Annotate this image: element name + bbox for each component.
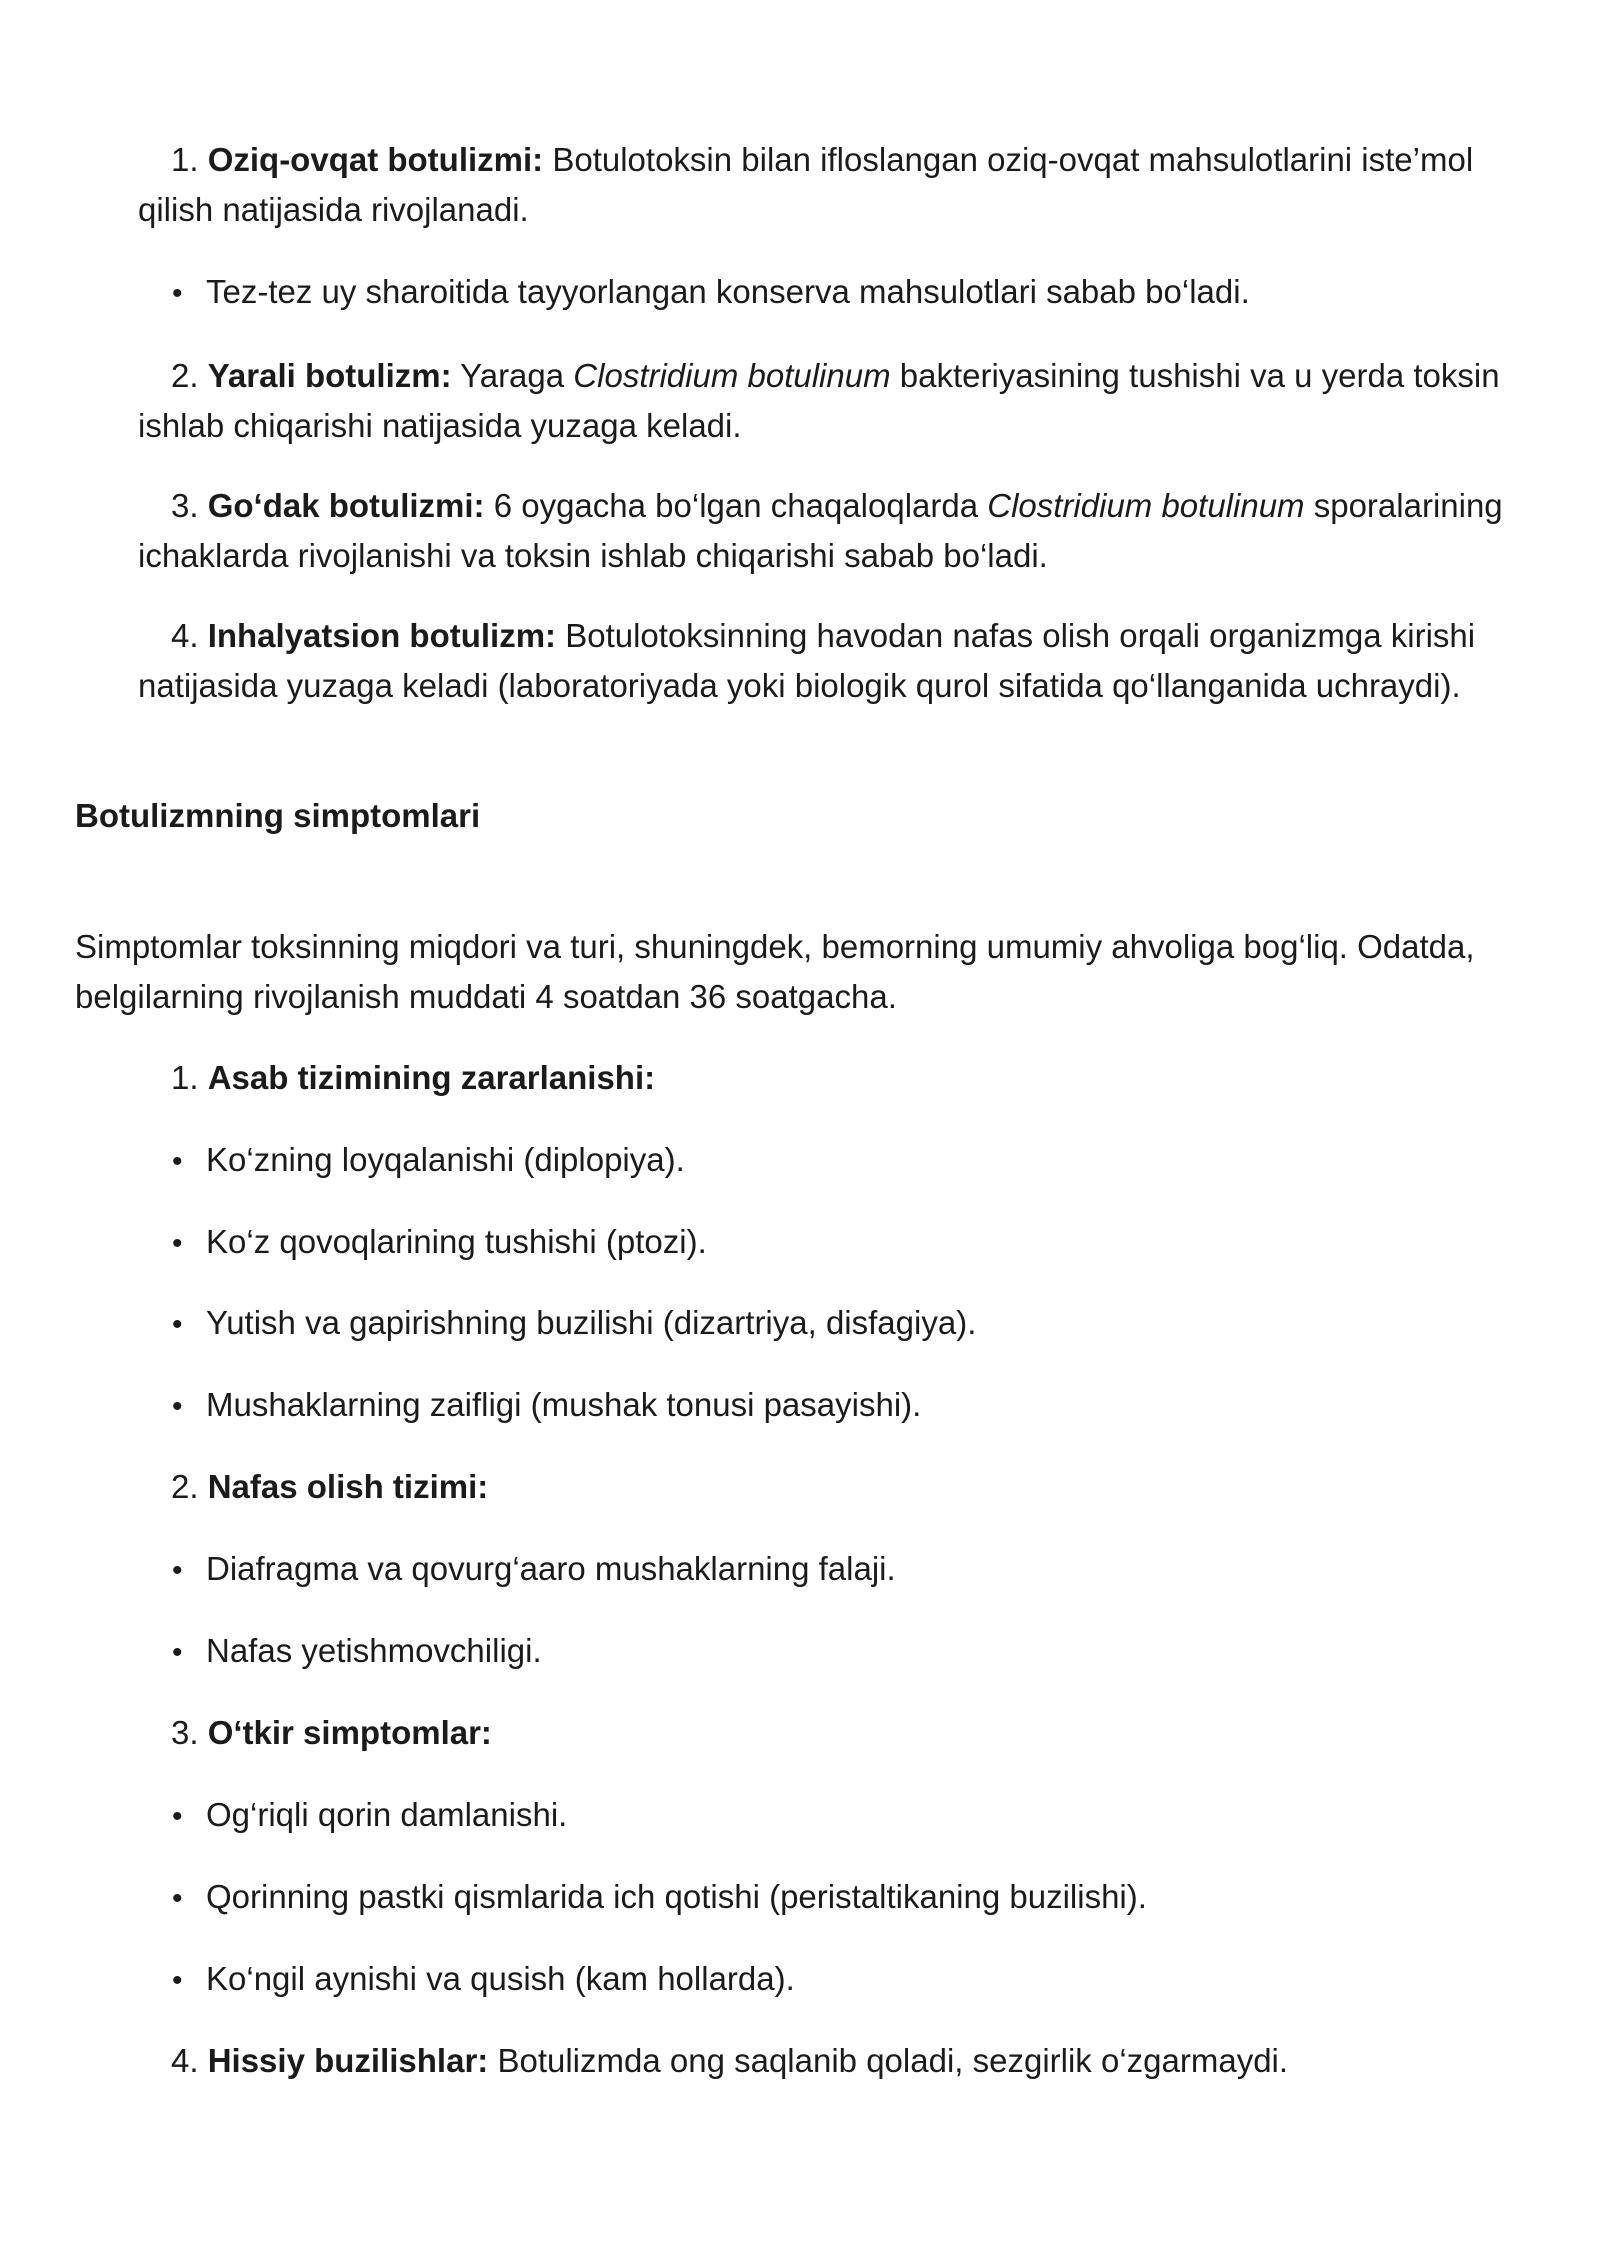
item-text: Botulotoksin bilan ifloslangan oziq-ovqat mahsulotlarini iste’mol qilish natijasida rivojlanadi. [138, 141, 1474, 228]
item-term: Go‘dak botulizmi: [207, 487, 485, 524]
group-title: Nafas olish tizimi: [207, 1468, 489, 1505]
list-item-text: Yutish va gapirishning buzilishi (dizartriya, disfagiya). [206, 1304, 977, 1341]
list-item [172, 267, 1472, 319]
symptom-group-3 [171, 1708, 1471, 1758]
list-item [172, 1544, 1472, 1596]
symptom-group-4 [171, 2036, 1471, 2086]
list-item-text: Ko‘z qovoqlarining tushishi (ptozi). [206, 1223, 707, 1260]
item-text-pre: 6 oygacha bo‘lgan chaqaloqlarda [484, 487, 988, 524]
bullet-dot: • [172, 1636, 183, 1669]
list-item-text: Mushaklarning zaifligi (mushak tonusi pasayishi). [206, 1386, 922, 1423]
list-item [172, 1135, 1472, 1187]
bullet-dot: • [172, 1227, 183, 1260]
item-term: Oziq-ovqat botulizmi: [207, 141, 544, 178]
symptom-group-1 [171, 1053, 1471, 1103]
list-item [172, 1872, 1472, 1924]
list-item [172, 1790, 1472, 1842]
list-item-text: Qorinning pastki qismlarida ich qotishi (peristaltikaning buzilishi). [206, 1878, 1147, 1915]
botulism-type-3 [138, 481, 1538, 581]
item-text-italic: Clostridium botulinum [987, 487, 1305, 524]
intro-paragraph: Simptomlar toksinning miqdori va turi, shuningdek, bemorning umumiy ahvoliga bog‘liq. Odatda, belgilarning rivojlanish muddati 4 soatdan 36 soatgacha. [75, 928, 1475, 1015]
item-text-post: bakteriyasining tushishi va u yerda toksin ishlab chiqarishi natijasida yuzaga keladi. [138, 357, 1500, 444]
botulism-type-4 [138, 611, 1538, 711]
botulism-type-2 [138, 351, 1538, 451]
bullet-dot: • [172, 277, 183, 310]
item-number: 3. [171, 1714, 199, 1751]
bullet-dot: • [172, 1390, 183, 1423]
item-text-italic: Clostridium botulinum [573, 357, 891, 394]
bullet-dot: • [172, 1145, 183, 1178]
bullet-dot: • [172, 1964, 183, 1997]
botulism-type-1 [138, 135, 1538, 235]
bullet-dot: • [172, 1800, 183, 1833]
list-item-text: Ko‘zning loyqalanishi (diplopiya). [206, 1141, 685, 1178]
section-heading: Botulizmning simptomlari [75, 797, 481, 834]
bullet-dot: • [172, 1882, 183, 1915]
item-number: 1. [171, 1059, 199, 1096]
list-item-text: Og‘riqli qorin damlanishi. [206, 1796, 568, 1833]
list-item [172, 1380, 1472, 1432]
list-item-text: Tez-tez uy sharoitida tayyorlangan konserva mahsulotlari sabab bo‘ladi. [206, 273, 1250, 310]
item-term: Inhalyatsion botulizm: [207, 617, 557, 654]
item-text: Botulotoksinning havodan nafas olish orqali organizmga kirishi natijasida yuzaga keladi (laboratoriyada yoki biologik qurol sifatida qo‘llanganida uchraydi). [138, 617, 1476, 704]
bullet-dot: • [172, 1308, 183, 1341]
item-number: 2. [171, 1468, 199, 1505]
group-title: Asab tizimining zararlanishi: [207, 1059, 656, 1096]
item-number: 4. [171, 2042, 199, 2079]
group-title: Hissiy buzilishlar: [207, 2042, 489, 2079]
group-text: Botulizmda ong saqlanib qoladi, sezgirlik o‘zgarmaydi. [488, 2042, 1289, 2079]
item-number: 2. [171, 357, 199, 394]
list-item-text: Nafas yetishmovchiligi. [206, 1632, 542, 1669]
list-item [172, 1626, 1472, 1678]
item-text-pre: Yaraga [451, 357, 574, 394]
list-item [172, 1954, 1472, 2006]
bullet-dot: • [172, 1554, 183, 1587]
item-text-post: sporalarining ichaklarda rivojlanishi va toksin ishlab chiqarishi sabab bo‘ladi. [138, 487, 1503, 574]
item-number: 1. [171, 141, 199, 178]
list-item-text: Ko‘ngil aynishi va qusish (kam hollarda). [206, 1960, 795, 1997]
symptom-group-2 [171, 1462, 1471, 1512]
item-number: 3. [171, 487, 199, 524]
list-item [172, 1217, 1472, 1269]
group-title: O‘tkir simptomlar: [207, 1714, 492, 1751]
list-item-text: Diafragma va qovurg‘aaro mushaklarning falaji. [206, 1550, 896, 1587]
item-number: 4. [171, 617, 199, 654]
item-term: Yarali botulizm: [207, 357, 452, 394]
list-item [172, 1298, 1472, 1350]
